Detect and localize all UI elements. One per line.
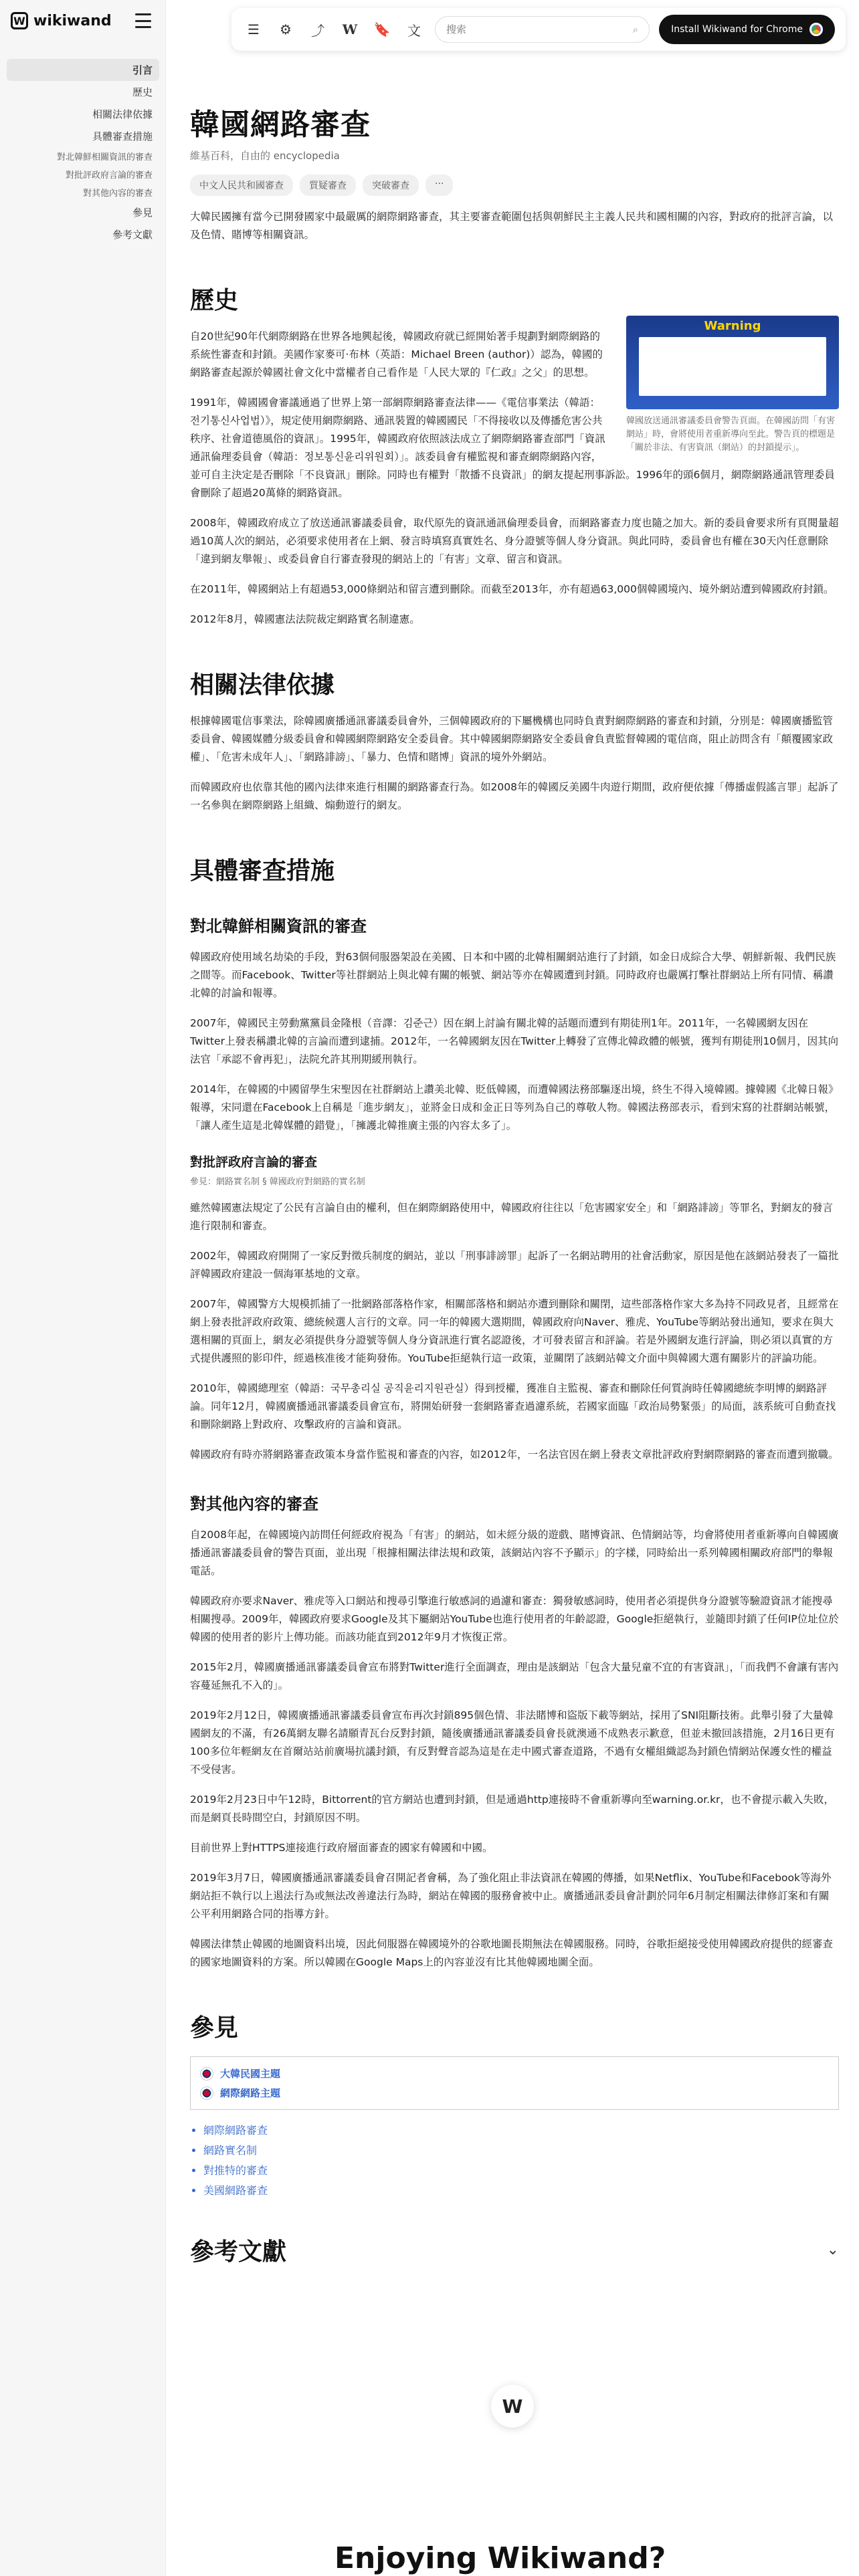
paragraph: 韓國政府亦要求Naver、雅虎等入口網站和搜尋引擎進行敏感詞的過濾和審查：獨發敏感詞時，使用者必須提供身分證號等驗證資訊才能搜尋相關搜尋。2009年，韓國政府要求Google及其下屬網站YouTube也進行使用者的年齡認證，Google拒絕執行，並隨即封鎖了任何IP位址位於韓國的使用者的影片上傳功能。而該功能直到2012年9月才恢復正常。	[190, 1595, 839, 1643]
section-heading: 歷史	[190, 287, 239, 314]
paragraph: 2008年，韓國政府成立了放送通訊審議委員會，取代原先的資訊通訊倫理委員會，而網路審查力度也隨之加大。新的委員會要求所有頁閱量超過10萬人次的網站，必須要求使用者在上網、發言時填寫真實姓名、身分證號等個人身分資訊。與此同時，委員會也有權在30天內任意刪除「違到網友舉報」、或委員會自行審查發現的網站上的「有害」文章、留言和資訊。	[190, 517, 839, 565]
settings-gear-icon[interactable]: ⚙	[280, 21, 292, 37]
see-also-note[interactable]: 參見：網路實名制 § 韓國政府對網路的實名制	[190, 1177, 365, 1187]
section-heading: 對批評政府言論的審查	[190, 1155, 318, 1170]
related-chip[interactable]: 質疑審查	[300, 175, 356, 196]
left-sidebar	[0, 0, 166, 2576]
toc-item[interactable]: 參見	[132, 207, 153, 219]
warning-body	[639, 337, 826, 396]
paragraph: 自2008年起，在韓國境內訪問任何經政府視為「有害」的網站，如未經分級的遊戲、賭博資訊、色情網站等，均會將使用者重新導向自韓國廣播通訊審議委員會的警告頁面，並出現「根據相關法律法規和政策，該網站內容不予顯示」的字樣，同時給出一系列韓國相關政府部門的舉報電話。	[190, 1529, 839, 1577]
navbox	[190, 2056, 839, 2110]
wikiwand-logo[interactable]	[11, 12, 112, 29]
toc-item[interactable]: 對其他內容的審查	[82, 189, 153, 199]
paragraph: 2010年，韓國總理室（韓語：국무총리실 공직윤리지원관실）得到授權，獲准自主監視、審查和刪除任何質詢時任韓國總統李明博的網路評論。同年12月，韓國廣播通訊審議委員會宣布，將開始研發一套網路審查過濾系統，若國家面臨「政治局勢緊張」的局面，該系統可自動查找和刪除網路上對政府、攻擊政府的言論和資訊。	[190, 1382, 836, 1430]
search-box[interactable]	[435, 16, 650, 43]
navbox-portal-link[interactable]	[200, 2083, 829, 2103]
intro-paragraph: 大韓民國擁有當今已開發國家中最嚴厲的網際網路審查，其主要審查範圍包括與朝鮮民主主義人民共和國相關的內容，對政府的批評言論，以及色情、賭博等相關資訊。	[190, 211, 834, 241]
paragraph: 2019年2月23日中午12時，Bittorrent的官方網站也遭到封鎖，但是通過http連接時不會重新導向至warning.or.kr，也不會提示載入失敗，而是網頁長時間空白，封鎖原因不明。	[190, 1794, 834, 1824]
figure-caption: 韓國放送通訊審議委員會警告頁面。在韓國訪問「有害網站」時，會將使用者重新導向至此。警告頁的標題是「關於非法、有害資訊（網站）的封鎖提示」。	[626, 416, 836, 453]
paragraph: 自20世紀90年代網際網路在世界各地興起後，韓國政府就已經開始著手規劃對網際網路的系統性審查和封鎖。美國作家麥可·布林（英語：Michael Breen (author)）認為，韓國的網路審查起源於韓國社會文化中當權者自己看作是「人民大眾的『仁政』之父」的思想。	[190, 330, 603, 379]
install-chrome-button[interactable]	[659, 15, 835, 44]
portal-flag-icon	[200, 2086, 213, 2100]
article-content	[190, 100, 839, 2267]
see-also-link[interactable]: • 網路實名制	[203, 2141, 839, 2161]
paragraph: 韓國政府使用域名劫染的手段，對63個伺服器架設在美國、日本和中國的北韓相關網站進行了封鎖，如金日成綜合大學、朝鮮新報、我們民族之間等。而Facebook、Twitter等社群網站上與北韓有關的帳號、網站等亦在韓國遭到封鎖。同時政府也嚴厲打擊社群網站上所有同情、稱讚北韓的討論和報導。	[190, 951, 836, 999]
paragraph: 2007年，韓國民主勞動黨黨員金隆根（音譯：김준근）因在網上討論有關北韓的話題而遭到有期徒刑1年。2011年，一名韓國網友因在Twitter上發表稱讚北韓的言論而遭到逮捕。2012年，一名韓國網友因在Twitter上轉發了宣傳北韓政體的帳號，獲判有期徒刑10個月，因其向法官「承認不會再犯」，法院允許其刑期緩刑執行。	[190, 1017, 839, 1065]
toc-item[interactable]: 具體審查措施	[92, 130, 153, 142]
section-heading: 具體審查措施	[190, 857, 335, 885]
paragraph: 目前世界上對HTTPS連接進行政府層面審查的國家有韓國和中國。	[190, 1842, 493, 1854]
see-also-link[interactable]: • 對推特的審查	[203, 2161, 839, 2181]
section-heading: 對北韓鮮相關資訊的審查	[190, 917, 367, 936]
toc-item[interactable]: 引言	[7, 59, 159, 81]
see-also-list	[190, 2121, 839, 2201]
references-heading: 參考文獻	[190, 2238, 287, 2266]
toc-item[interactable]: 對北韓鮮相關資訊的審查	[56, 152, 153, 163]
navbox-portal-link[interactable]	[200, 2064, 829, 2083]
section-heading: 對其他內容的審查	[190, 1495, 318, 1513]
related-chips	[190, 175, 839, 196]
chevron-down-icon[interactable]: ⌄	[826, 2242, 839, 2258]
footer-title: Enjoying Wikiwand?	[335, 2541, 666, 2575]
page-subtitle: 維基百科，自由的 encyclopedia	[190, 150, 340, 162]
toc-item[interactable]: 歷史	[132, 86, 153, 98]
see-also-link[interactable]: • 美國網路審查	[203, 2181, 839, 2201]
paragraph: 韓國政府有時亦將網路審查政策本身當作監視和審查的內容，如2012年，一名法官因在網上發表文章批評政府對網際網路的審查而遭到撤職。	[190, 1448, 839, 1461]
search-icon[interactable]: ⌕	[632, 23, 639, 35]
paragraph: 2019年3月7日，韓國廣播通訊審議委員會召開記者會稱，為了強化阻止非法資訊在韓國的傳播，如果Netflix、YouTube和Facebook等海外網站拒不執行以上遏法行為或無法改善違法行為時，網站在韓國的服務會被中止。廣播通訊委員會計劃於同年6月制定相關法律修訂案和有關公平利用網路合同的指導方針。	[190, 1872, 832, 1920]
paragraph: 2012年8月，韓國憲法法院裁定網路實名制違憲。	[190, 613, 420, 625]
table-of-contents	[7, 59, 159, 245]
portal-label: 網際網路主題	[220, 2087, 281, 2099]
hamburger-menu-icon[interactable]	[135, 13, 151, 28]
install-button-label: Install Wikiwand for Chrome	[671, 24, 803, 35]
wikiwand-footer-logo-icon: W	[491, 2385, 534, 2428]
warning-page-image[interactable]	[626, 316, 839, 409]
wikiwand-logo-icon: W	[11, 12, 28, 29]
page-title: 韓國網路審查	[190, 108, 371, 142]
warning-heading: Warning	[704, 319, 761, 333]
toc-toggle-icon[interactable]: ☰	[248, 21, 260, 37]
toc-item[interactable]: 參考文獻	[112, 229, 153, 241]
portal-label: 大韓民國主題	[220, 2068, 281, 2080]
paragraph: 根據韓國電信事業法，除韓國廣播通訊審議委員會外，三個韓國政府的下屬機構也同時負責對網際網路的審查和封鎖，分別是：韓國廣播監管委員會、韓國媒體分級委員會和韓國網際網路安全委員會。其中韓國網際網路安全委員會負責監督韓國的電信商，阻止訪問含有「顛覆國家政權」、「危害未成年人」、「網路誹謗」、「暴力、色情和賭博」資訊的境外外網站。	[190, 715, 834, 763]
references-header[interactable]	[190, 2233, 839, 2267]
related-chip[interactable]: 中文人民共和國審查	[190, 175, 293, 196]
see-also-heading: 參見	[190, 2014, 239, 2042]
search-input[interactable]	[446, 23, 633, 35]
paragraph: 韓國法律禁止韓國的地圖資料出境，因此伺服器在韓國境外的谷歌地圖長期無法在韓國服務。同時，谷歌拒絕接受使用韓國政府提供的經審查的國家地圖資料的方案。所以韓國在Google Maps上的內容並沒有比其他韓國地圖全面。	[190, 1938, 834, 1968]
toc-item[interactable]: 相關法律依據	[92, 108, 153, 120]
paragraph: 2015年2月，韓國廣播通訊審議委員會宣布將對Twitter進行全面調查，理由是該網站「包含大量兒童不宜的有害資訊」，「而我們不會讓有害內容蔓延無孔不入的」。	[190, 1661, 839, 1691]
brand-name: wikiwand	[33, 12, 112, 29]
article-sections	[190, 282, 839, 1971]
related-chip[interactable]: 突破審查	[363, 175, 419, 196]
section-heading: 相關法律依據	[190, 671, 335, 699]
infobox-figure	[626, 316, 839, 455]
paragraph: 而韓國政府也依靠其他的國內法律來進行相關的網路審查行為。如2008年的韓國反美國牛肉遊行期間，政府便依據「傳播虛假謠言罪」起訴了一名參與在網際網路上組織、煽動遊行的網友。	[190, 781, 839, 811]
portal-flag-icon	[200, 2067, 213, 2080]
paragraph: 在2011年，韓國網站上有超過53,000條網站和留言遭到刪除。而截至2013年，亦有超過63,000個韓國境內、境外網站遭到韓國政府封鎖。	[190, 583, 834, 595]
see-also-link[interactable]: • 網際網路審查	[203, 2121, 839, 2141]
chrome-logo-icon	[809, 23, 823, 36]
share-icon[interactable]: ⤴	[311, 22, 324, 39]
toc-item[interactable]: 對批評政府言論的審查	[65, 171, 153, 181]
translate-icon[interactable]: 文	[407, 22, 421, 39]
paragraph: 雖然韓國憲法規定了公民有言論自由的權利，但在網際網路使用中，韓國政府往往以「危害國家安全」和「網路誹謗」等罪名，對網友的發言進行限制和審查。	[190, 1202, 834, 1232]
bookmark-icon[interactable]: 🔖	[373, 21, 391, 37]
wikipedia-icon[interactable]: W	[342, 21, 358, 37]
paragraph: 2002年，韓國政府開開了一家反對徵兵制度的網站，並以「刑事誹謗罪」起訴了一名網站聘用的社會活動家，原因是他在該網站發表了一篇批評韓國政府建設一個海軍基地的文章。	[190, 1250, 839, 1280]
paragraph: 2014年，在韓國的中國留學生宋聖因在社群網站上讚美北韓、貶低韓國，而遭韓國法務部驅逐出境，終生不得入境韓國。據韓國《北韓日報》報導，宋同還在Facebook上自稱是「進步網友」，並將金日成和金正日等列為自己的尊敬人物。韓國法務部表示，看到宋寫的社群網站帳號，「讓人產生這是北韓媒體的錯覺」，「擁護北韓推廣主張的內容太多了」。	[190, 1083, 839, 1132]
top-toolbar	[231, 8, 846, 51]
paragraph: 2019年2月12日，韓國廣播通訊審議委員會宣布再次封鎖895個色情、非法賭博和盜版下載等網站，採用了SNI阻斷技術。此舉引發了大量韓國網友的不滿，有26萬網友聯名請願青瓦台反對封鎖，隨後廣播通訊審議委員會長就澳通不成熟表示歉意，但並未撤回該措施，2月16日更有100多位年輕網友在首爾站站前廣場抗議封鎖，有反對聲音認為這是在走中國式審查道路，不過有女權組織認為封鎖色情網站保護女性的權益不受侵害。	[190, 1709, 835, 1776]
related-chip[interactable]: ···	[425, 175, 453, 196]
paragraph: 2007年，韓國警方大規模抓捕了一批網路部落格作家，相關部落格和網站亦遭到刪除和關閉，這些部落格作家大多為持不同政見者，且經常在網上發表批評政府政策、總統候選人言行的文章。同一年的韓國大選期間，韓國政府向Naver、雅虎、YouTube等網站發出通知，要求在與大選相關的頁面上，網友必須提供身分證號等個人身分資訊進行實名認證後，才可發表留言和評論。若是外國網友進行評論，則必須以真實的方式提供護照的影印件，經過核准後才能夠發佈。YouTube拒絕執行這一政策，並關閉了該網站韓文介面中與韓國大選有關影片的評論功能。	[190, 1298, 839, 1364]
paragraph: 1991年，韓國國會審議通過了世界上第一部網際網路審查法律——《電信事業法（韓語：전기통신사업법）》，規定使用網際網路、通訊裝置的韓國國民「不得接收以及傳播危害公共秩序、社會道德風俗的資訊」。1995年，韓國政府依照該法成立了網際網路審查部門「資訊通訊倫理委員會（韓語：정보통신윤리위원회）」。該委員會有權監視和審查網際網路內容，並可自主決定是否刪除「不良資訊」刪除。同時也有權對「散播不良資訊」的網友提起刑事訴訟。1996年的頭6個月，網際網路通訊管理委員會刪除了超過20萬條的網路資訊。	[190, 397, 835, 499]
